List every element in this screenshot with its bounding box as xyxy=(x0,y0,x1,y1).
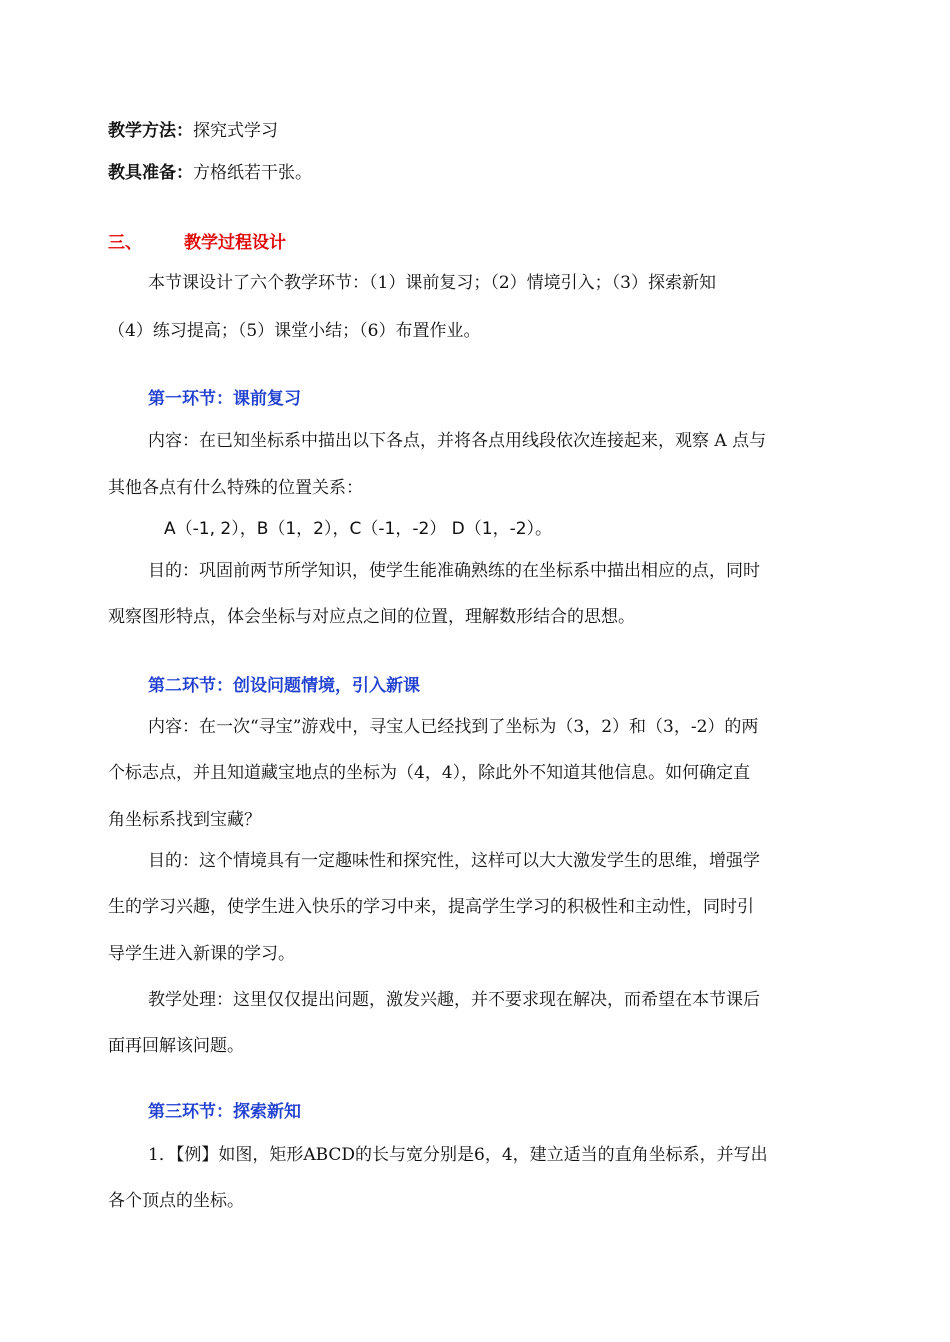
step2-content-line2: 个标志点，并且知道藏宝地点的坐标为（4，4），除此外不知道其他信息。如何确定直 xyxy=(108,763,751,783)
step1-purpose-line2: 观察图形特点，体会坐标与对应点之间的位置，理解数形结合的思想。 xyxy=(108,607,635,627)
teaching-method-value: 探究式学习 xyxy=(193,121,278,141)
teaching-tools-label: 教具准备： xyxy=(108,163,193,183)
step2-purpose-line1: 目的：这个情境具有一定趣味性和探究性，这样可以大大激发学生的思维，增强学 xyxy=(148,851,760,871)
step2-purpose-line3: 导学生进入新课的学习。 xyxy=(108,944,295,964)
step2-handling-line1: 教学处理：这里仅仅提出问题，激发兴趣，并不要求现在解决，而希望在本节课后 xyxy=(148,990,760,1010)
step1-content-line1: 内容：在已知坐标系中描出以下各点，并将各点用线段依次连接起来，观察 A 点与 xyxy=(148,431,767,451)
step2-title: 第二环节：创设问题情境，引入新课 xyxy=(148,676,420,696)
section3-intro-line2: （4）练习提高；（5）课堂小结；（6）布置作业。 xyxy=(108,321,481,341)
teaching-method-label: 教学方法： xyxy=(108,121,193,141)
step1-title: 第一环节：课前复习 xyxy=(148,389,301,409)
step3-example-line1: 1．【例】如图，矩形ABCD的长与宽分别是6，4，建立适当的直角坐标系，并写出 xyxy=(148,1145,768,1165)
teaching-tools-line xyxy=(108,162,312,184)
step2-content-line1: 内容：在一次“寻宝”游戏中，寻宝人已经找到了坐标为（3，2）和（3，-2）的两 xyxy=(148,717,759,737)
section3-intro-line1: 本节课设计了六个教学环节：（1）课前复习；（2）情境引入；（3）探索新知 xyxy=(148,273,716,293)
section3-title: 教学过程设计 xyxy=(184,233,286,253)
step1-purpose-line1: 目的：巩固前两节所学知识，使学生能准确熟练的在坐标系中描出相应的点，同时 xyxy=(148,561,760,581)
section3-number: 三、 xyxy=(108,233,142,253)
step2-content-line3: 角坐标系找到宝藏？ xyxy=(108,810,261,830)
step3-title: 第三环节：探索新知 xyxy=(148,1102,301,1122)
step1-content-line2: 其他各点有什么特殊的位置关系： xyxy=(108,478,363,498)
step2-purpose-line2: 生的学习兴趣，使学生进入快乐的学习中来，提高学生学习的积极性和主动性，同时引 xyxy=(108,897,754,917)
step2-handling-line2: 面再回解该问题。 xyxy=(108,1036,244,1056)
teaching-tools-value: 方格纸若干张。 xyxy=(193,163,312,183)
section3-heading xyxy=(108,232,286,254)
step3-example-line2: 各个顶点的坐标。 xyxy=(108,1191,244,1211)
teaching-method-line xyxy=(108,120,278,142)
step1-points: A（-1, 2），B（1，2），C（-1，-2） D（1，-2）。 xyxy=(164,519,553,539)
